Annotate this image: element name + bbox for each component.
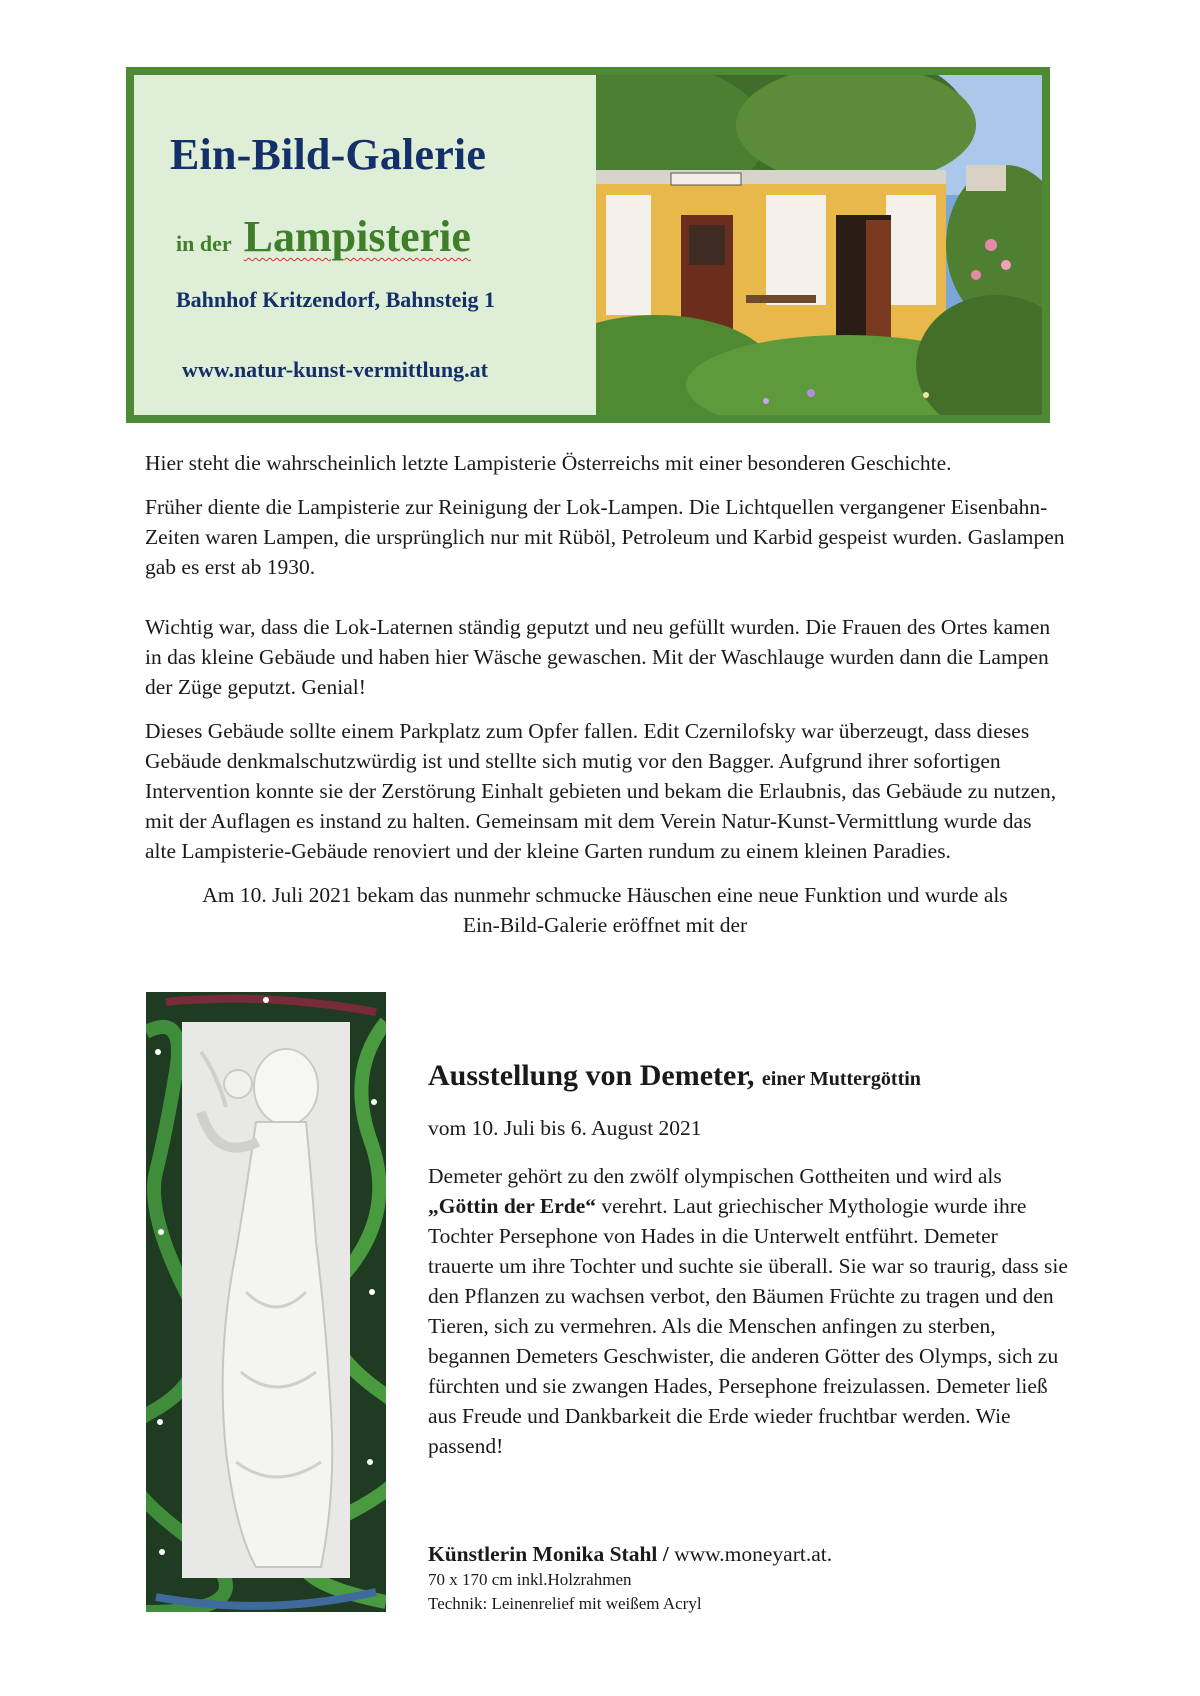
- banner-text-panel: [134, 75, 596, 415]
- artwork-size: 70 x 170 cm inkl.Holzrahmen: [428, 1570, 632, 1589]
- description-part-1: Demeter gehört zu den zwölf olympischen Gottheiten und wird als: [428, 1164, 1002, 1188]
- opening-line-2: Ein-Bild-Galerie eröffnet mit der: [462, 913, 748, 937]
- artist-url[interactable]: www.moneyart.at.: [674, 1542, 833, 1566]
- article-body: [145, 448, 1065, 954]
- header-banner: [126, 67, 1050, 423]
- banner-title: Ein-Bild-Galerie: [170, 130, 487, 179]
- paragraph-opening: [145, 880, 1065, 940]
- lampisterie-photo: [596, 75, 1042, 415]
- banner-url[interactable]: www.natur-kunst-vermittlung.at: [182, 357, 488, 382]
- banner-address: Bahnhof Kritzendorf, Bahnsteig 1: [176, 287, 496, 312]
- banner-venue: Lampisterie: [243, 212, 471, 261]
- exhibition-description: [428, 1161, 1068, 1461]
- paragraph-history: Früher diente die Lampisterie zur Reinigung der Lok-Lampen. Die Lichtquellen vergangener Eisenbahn-Zeiten waren Lampen, die ursprünglich nur mit Rüböl, Petroleum und Karbid gespeist wurden. Gaslampen gab es erst ab 1930.: [145, 495, 1065, 579]
- exhibition-title-main: Ausstellung von Demeter,: [428, 1059, 755, 1092]
- paragraph-intro: Hier steht die wahrscheinlich letzte Lampisterie Österreichs mit einer besonderen Geschichte.: [145, 451, 952, 475]
- demeter-artwork-image: [146, 992, 386, 1612]
- exhibition-section: [428, 1058, 1068, 1461]
- paragraph-laterns: Wichtig war, dass die Lok-Laternen ständig geputzt und neu gefüllt wurden. Die Frauen des Ortes kamen in das kleine Gebäude und haben hier Wäsche gewaschen. Mit der Waschlauge wurden dann die Lampen der Züge geputzt. Genial!: [145, 615, 1051, 699]
- opening-line-1: Am 10. Juli 2021 bekam das nunmehr schmucke Häuschen eine neue Funktion und wurde als: [202, 883, 1008, 907]
- banner-subtitle: [176, 211, 471, 262]
- artist-line: [428, 1540, 1068, 1568]
- artist-credit: [428, 1540, 1068, 1616]
- demeter-relief-illustration: [146, 992, 386, 1612]
- exhibition-dates: vom 10. Juli bis 6. August 2021: [428, 1116, 702, 1140]
- building-photo-illustration: [596, 75, 1042, 415]
- exhibition-subtitle: einer Muttergöttin: [761, 1068, 921, 1090]
- exhibition-title: [428, 1058, 1068, 1097]
- description-emphasis: „Göttin der Erde“: [428, 1194, 597, 1218]
- description-part-2: verehrt. Laut griechischer Mythologie wurde ihre Tochter Persephone von Hades in die Unterwelt entführt. Demeter trauerte um ihre Tochter und suchte sie überall. Sie war so traurig, dass sie den Pflanzen zu wachsen verbot, den Bäumen Früchte zu tragen und den Tieren, sich zu vermehren. Als die Menschen anfingen zu sterben, begannen Demeters Geschwister, die anderen Götter des Olymps, sich zu fürchten und sie zwangen Hades, Persephone freizulassen. Demeter ließ aus Freude und Dankbarkeit die Erde wieder fruchtbar werden. Wie passend!: [428, 1194, 1068, 1458]
- artwork-technique: Technik: Leinenrelief mit weißem Acryl: [428, 1594, 702, 1613]
- banner-prefix: in der: [176, 231, 232, 256]
- artist-name: Künstlerin Monika Stahl /: [428, 1542, 669, 1566]
- paragraph-rescue: Dieses Gebäude sollte einem Parkplatz zum Opfer fallen. Edit Czernilofsky war überzeugt, dass dieses Gebäude denkmalschutzwürdig ist und stellte sich mutig vor den Bagger. Aufgrund ihrer sofortigen Intervention konnte sie der Zerstörung Einhalt gebieten und bekam die Erlaubnis, das Gebäude zu nutzen, mit der Auflagen es instand zu halten. Gemeinsam mit dem Verein Natur-Kunst-Vermittlung wurde das alte Lampisterie-Gebäude renoviert und der kleine Garten rundum zu einem kleinen Paradies.: [145, 719, 1057, 863]
